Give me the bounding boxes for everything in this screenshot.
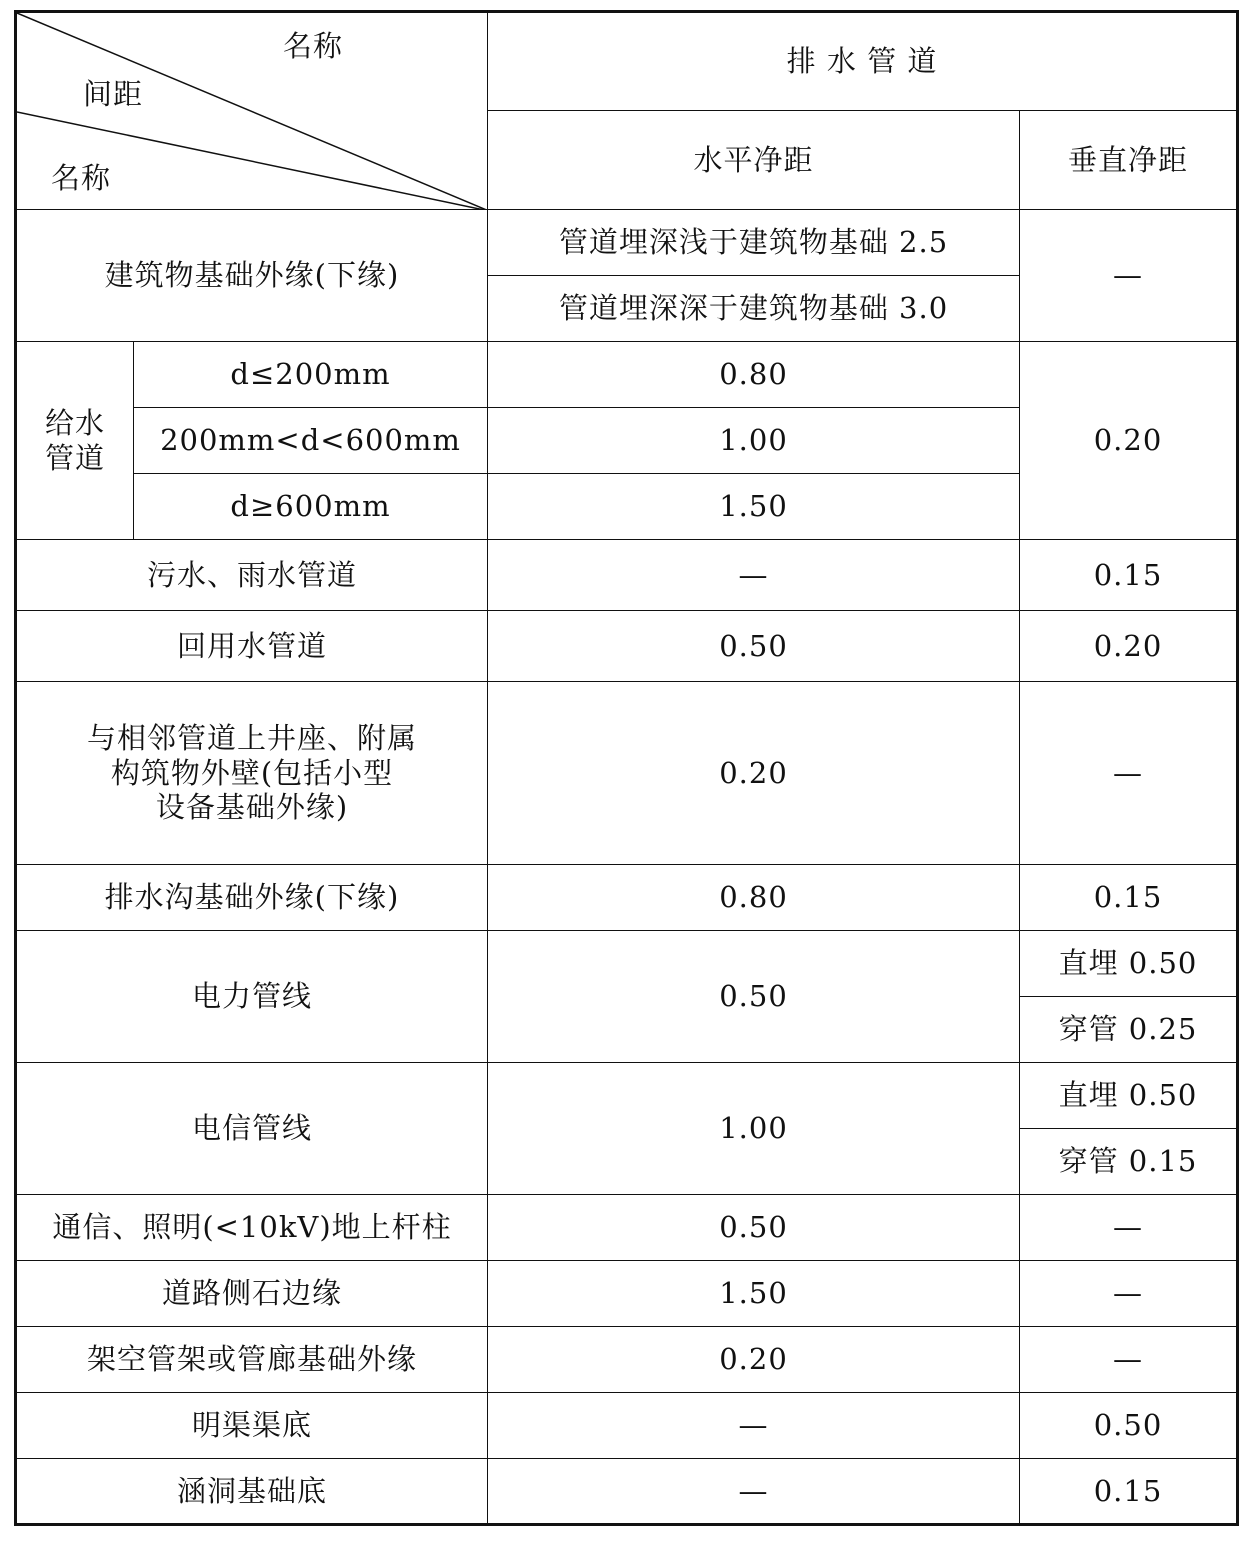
vertical-clearance-header: 垂直净距 — [1020, 111, 1238, 210]
table-row — [16, 682, 1238, 865]
cell-d-ge-600-h: 1.50 — [488, 474, 1020, 540]
row-name-power: 电力管线 — [16, 931, 488, 1063]
row-name-d-200-600: 200mm<d<600mm — [134, 408, 488, 474]
row-name-adjacent — [16, 682, 488, 865]
cell-culvert-h: — — [488, 1459, 1020, 1525]
adjacent-line-2: 构筑物外壁(包括小型 — [110, 755, 394, 790]
table-row — [16, 342, 1238, 408]
row-name-overhead: 架空管架或管廊基础外缘 — [16, 1327, 488, 1393]
row-name-open-channel: 明渠渠底 — [16, 1393, 488, 1459]
row-name-reclaimed: 回用水管道 — [16, 611, 488, 682]
table-row — [16, 611, 1238, 682]
table-row — [16, 1327, 1238, 1393]
cell-power-v1: 直埋 0.50 — [1020, 931, 1238, 997]
cell-overhead-h: 0.20 — [488, 1327, 1020, 1393]
cell-telecom-v2: 穿管 0.15 — [1020, 1129, 1238, 1195]
adjacent-line-1: 与相邻管道上井座、附属 — [86, 720, 417, 755]
diag-mid-label: 间距 — [83, 77, 144, 111]
cell-drain-ditch-h: 0.80 — [488, 865, 1020, 931]
clearance-table — [14, 10, 1239, 1526]
drainage-group-header: 排 水 管 道 — [488, 12, 1238, 111]
cell-sewage-v: 0.15 — [1020, 540, 1238, 611]
cell-drain-ditch-v: 0.15 — [1020, 865, 1238, 931]
water-supply-label: 给水管道 — [44, 405, 105, 475]
cell-poles-h: 0.50 — [488, 1195, 1020, 1261]
cell-adjacent-h: 0.20 — [488, 682, 1020, 865]
table-row — [16, 931, 1238, 997]
table-row — [16, 1261, 1238, 1327]
row-name-culvert: 涵洞基础底 — [16, 1459, 488, 1525]
table-row — [16, 865, 1238, 931]
cell-telecom-h: 1.00 — [488, 1063, 1020, 1195]
cell-curb-h: 1.50 — [488, 1261, 1020, 1327]
row-name-building: 建筑物基础外缘(下缘) — [16, 210, 488, 342]
cell-d-200-600-h: 1.00 — [488, 408, 1020, 474]
table-row — [16, 210, 1238, 276]
diagonal-header-cell — [16, 12, 488, 210]
cell-reclaimed-v: 0.20 — [1020, 611, 1238, 682]
table-row — [16, 1195, 1238, 1261]
cell-open-channel-h: — — [488, 1393, 1020, 1459]
table-row — [16, 1393, 1238, 1459]
cell-open-channel-v: 0.50 — [1020, 1393, 1238, 1459]
diag-top-label: 名称 — [283, 29, 344, 63]
diag-bottom-label: 名称 — [51, 161, 112, 195]
cell-d-le-200-h: 0.80 — [488, 342, 1020, 408]
cell-telecom-v1: 直埋 0.50 — [1020, 1063, 1238, 1129]
cell-adjacent-v: — — [1020, 682, 1238, 865]
table-row — [16, 1063, 1238, 1129]
clearance-table-page — [14, 10, 1239, 1526]
row-group-water-supply — [16, 342, 134, 540]
row-name-telecom: 电信管线 — [16, 1063, 488, 1195]
cell-power-v2: 穿管 0.25 — [1020, 997, 1238, 1063]
row-name-d-le-200: d≤200mm — [134, 342, 488, 408]
cell-water-supply-v: 0.20 — [1020, 342, 1238, 540]
cell-building-h2: 管道埋深深于建筑物基础 3.0 — [488, 276, 1020, 342]
cell-overhead-v: — — [1020, 1327, 1238, 1393]
table-row — [16, 540, 1238, 611]
row-name-curb: 道路侧石边缘 — [16, 1261, 488, 1327]
horizontal-clearance-header: 水平净距 — [488, 111, 1020, 210]
row-name-d-ge-600: d≥600mm — [134, 474, 488, 540]
cell-reclaimed-h: 0.50 — [488, 611, 1020, 682]
cell-curb-v: — — [1020, 1261, 1238, 1327]
table-row — [16, 1459, 1238, 1525]
row-name-sewage: 污水、雨水管道 — [16, 540, 488, 611]
adjacent-line-3: 设备基础外缘) — [155, 790, 349, 825]
row-name-poles: 通信、照明(<10kV)地上杆柱 — [16, 1195, 488, 1261]
cell-culvert-v: 0.15 — [1020, 1459, 1238, 1525]
cell-building-h1: 管道埋深浅于建筑物基础 2.5 — [488, 210, 1020, 276]
row-name-drain-ditch: 排水沟基础外缘(下缘) — [16, 865, 488, 931]
cell-sewage-h: — — [488, 540, 1020, 611]
cell-building-v: — — [1020, 210, 1238, 342]
cell-power-h: 0.50 — [488, 931, 1020, 1063]
cell-poles-v: — — [1020, 1195, 1238, 1261]
